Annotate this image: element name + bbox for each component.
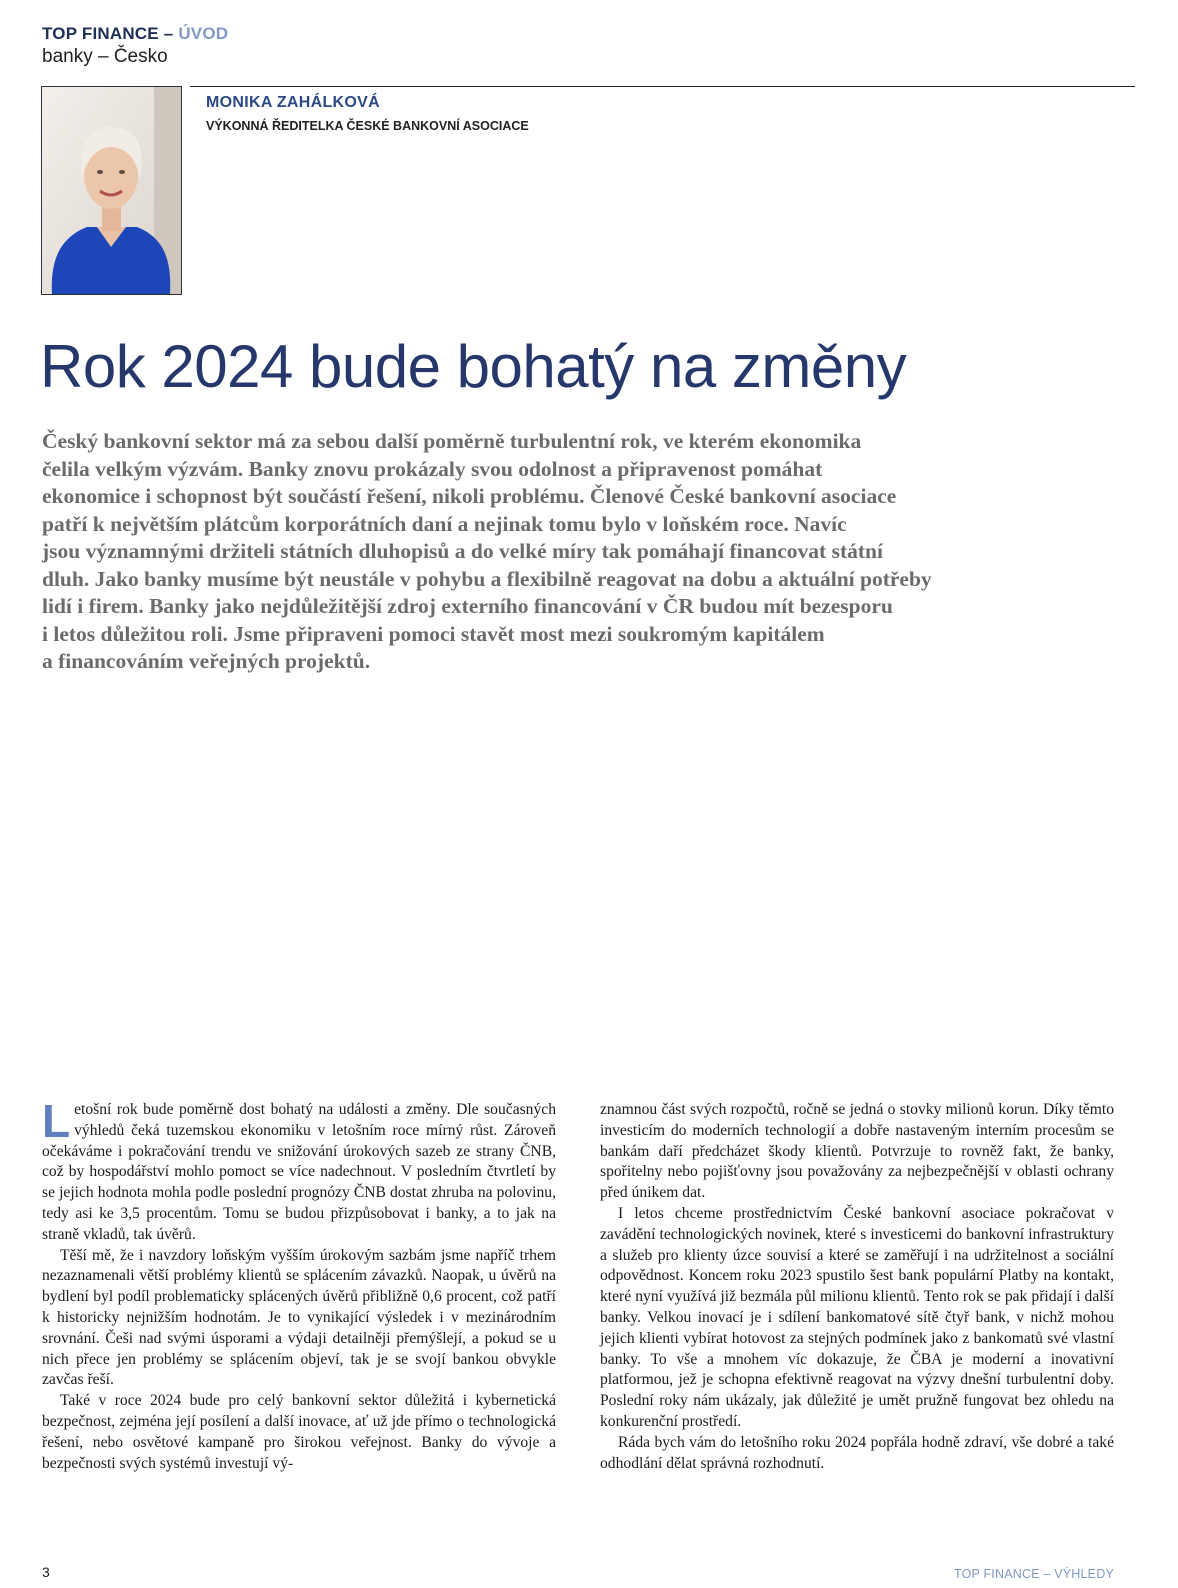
lead-line: ekonomice i schopnost být součástí řešení, nikoli problému. Členové České bankovní asociace: [42, 484, 897, 508]
body-paragraph: znamnou část svých rozpočtů, ročně se jedná o stovky milionů korun. Díky těmto investicím do moderních technologií a dobře nastaveným interním procesům se bankám daří předcházet škody klientů. Potvrzuje to rovněž fakt, že banky, spořitelny nebo pojišťovny jsou považovány za nejbezpečnější v oblasti ochrany před únikem dat.: [600, 1101, 1114, 1202]
page-number: 3: [42, 1564, 50, 1580]
section-subtitle: banky – Česko: [42, 46, 168, 67]
author-photo: [41, 86, 182, 295]
article-headline: Rok 2024 bude bohatý na změny: [40, 333, 907, 400]
paragraph-text: etošní rok bude poměrně dost bohatý na události a změny. Dle současných výhledů čeká tuzemskou ekonomiku v letošním roce mírný růst. Zároveň očekáváme i pokračování trendu ve snižování úrokových sazeb ze strany ČNB, což by hospodářství mohlo pomoct se více nadechnout. V posledním čtvrtletí by se jejich hodnota mohla podle poslední prognózy ČNB dostat zhruba na polovinu, tedy asi ke 3,5 procentům. Tomu se budou přizpůsobovat i banky, a to jak na straně vkladů, tak úvěrů.: [42, 1101, 556, 1243]
lead-line: patří k největším plátcům korporátních daní a nejinak tomu bylo v loňském roce. Navíc: [42, 511, 847, 536]
lead-line: jsou významnými držiteli státních dluhopisů a do velké míry tak pomáhají financovat státní: [42, 539, 883, 563]
lead-line: Český bankovní sektor má za sebou další poměrně turbulentní rok, ve kterém ekonomika: [42, 429, 862, 453]
lead-line: dluh. Jako banky musíme být neustále v pohybu a flexibilně reagovat na dobu a aktuální potřeby: [42, 566, 932, 591]
body-paragraph: Ráda bych vám do letošního roku 2024 popřála hodně zdraví, vše dobré a také odhodlání dělat správná rozhodnutí.: [600, 1433, 1114, 1472]
lead-line: a financováním veřejných projektů.: [42, 649, 371, 673]
article-column-left: [42, 1095, 556, 1474]
drop-cap: L: [42, 1095, 71, 1147]
article-column-right: [600, 1100, 1114, 1474]
author-name: MONIKA ZAHÁLKOVÁ: [206, 94, 380, 111]
body-paragraph: Také v roce 2024 bude pro celý bankovní sektor důležitá i kybernetická bezpečnost, zejména její posílení a další inovace, ať už jde přímo o technologická řešení, nebo osvětové kampaně pro širokou veřejnost. Banky do vývoje a bezpečnosti svých systémů investují vý-: [42, 1392, 556, 1472]
header-divider: [190, 86, 1135, 87]
lead-line: i letos důležitou roli. Jsme připraveni pomoci stavět most mezi soukromým kapitálem: [42, 621, 825, 646]
body-paragraph: Těší mě, že i navzdory loňským vyšším úrokovým sazbám jsme napříč trhem nezaznamenali větší problémy klientů se splácením závazků. Naopak, u úvěrů na bydlení byl podíl problematicky splácených úvěrů přibližně 0,6 procent, což patří k historicky nejnižším hodnotám. Je to vynikající výsledek i v mezinárodním srovnání. Češi nad svými úsporami a výdaji detailněji přemýšlejí, a pokud se u nich přece jen problémy se splácením objeví, tak je se svojí bankou obvykle zavčas řeší.: [42, 1246, 556, 1389]
body-paragraph: [42, 1095, 556, 1246]
section-title-accent: ÚVOD: [178, 24, 229, 43]
author-role: VÝKONNÁ ŘEDITELKA ČESKÉ BANKOVNÍ ASOCIACE: [206, 119, 529, 133]
publication-name: TOP FINANCE – VÝHLEDY: [953, 1567, 1114, 1581]
article-lead: [42, 428, 1122, 676]
lead-line: čelila velkým výzvám. Banky znovu prokázaly svou odolnost a připravenost pomáhat: [42, 456, 823, 481]
body-paragraph: I letos chceme prostřednictvím České bankovní asociace pokračovat v zavádění technologických novinek, které s investicemi do bankovní infrastruktury a služeb pro klienty úzce souvisí a které se zaměřují i na udržitelnost a sociální odpovědnost. Koncem roku 2023 spustilo šest bank populární Platby na kontakt, které nyní využívá již bezmála půl milionu klientů. Tento rok se pak přidají i další banky. Velkou inovací je i sdílení bankomatové sítě čtyř bank, v nichž mohou jejich klienti vybírat hotovost za stejných podmínek jako z bankomatů své vlastní banky. To vše a mnohem víc dokazuje, že ČBA je moderní a inovativní platformou, jež je schopna efektivně reagovat na výzvy dnešní turbulentní doby. Poslední roky nám ukázaly, jak důležité je umět pružně fungovat bez ohledu na konkurenční prostředí.: [600, 1204, 1114, 1430]
section-title-prefix: TOP FINANCE –: [42, 24, 179, 43]
lead-line: lidí i firem. Banky jako nejdůležitější zdroj externího financování v ČR budou mít bezesporu: [42, 594, 893, 618]
section-title: [42, 24, 228, 44]
